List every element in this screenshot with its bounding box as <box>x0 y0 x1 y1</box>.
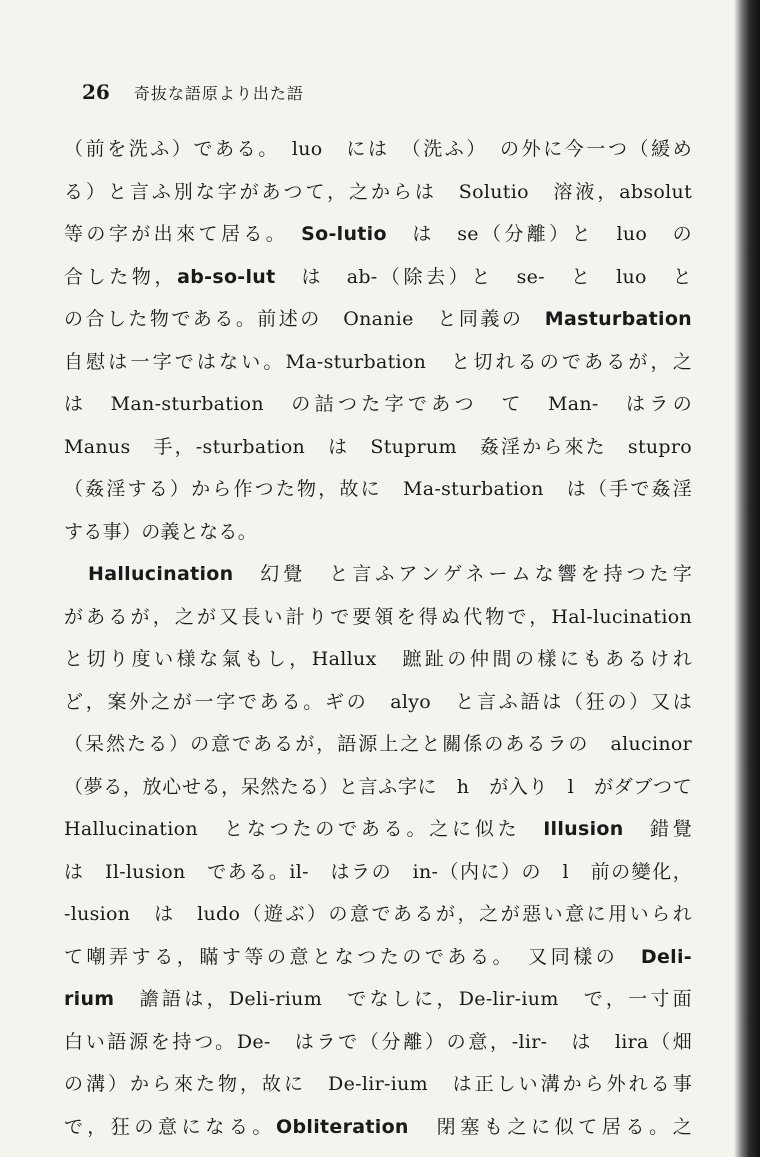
text-line <box>64 893 692 936</box>
text-line <box>64 723 692 766</box>
text-run: の合した物である。前述の Onanie と同義の <box>64 308 545 330</box>
text-run: は Man-sturbation の詰つた字であつ て Man- はラの <box>64 393 692 415</box>
text-line <box>64 936 692 979</box>
text-run: で，狂の意になる。 <box>64 1115 277 1138</box>
text-run: （呆然たる）の意であるが，語源上之と關係のあるラの alucinor <box>64 733 692 755</box>
text-line <box>64 468 692 511</box>
page-edge-shadow <box>734 0 760 1157</box>
page-header <box>82 80 304 110</box>
text-run: 白い語源を持つ。De- はラで（分離）の意，-lir- は lira（畑 <box>64 1030 692 1053</box>
text-line <box>64 851 692 894</box>
text-run: （前を洗ふ）である。 luo には （洗ふ） の外に今一つ（緩め <box>64 138 692 160</box>
page-number: 26 <box>82 80 110 104</box>
text-run: （姦淫する）から作つた物，故に Ma-sturbation は（手で姦淫 <box>64 478 692 500</box>
text-line <box>64 511 692 554</box>
text-run: があるが，之が又長い計りで要領を得ぬ代物で，Hal-lucination <box>64 605 692 628</box>
text-run: する事）の義となる。 <box>64 520 258 543</box>
text-line <box>64 638 692 681</box>
text-line <box>64 766 692 809</box>
text-run: の溝）から來た物，故に De-lir-ium は正しい溝から外れる事 <box>64 1073 692 1095</box>
running-title: 奇抜な語原より出た語 <box>133 84 304 103</box>
text-line <box>64 1021 692 1064</box>
bold-term: Deli- <box>640 945 692 968</box>
bold-term: Hallucination <box>88 563 234 585</box>
text-run: は se（分離）と luo の <box>386 223 692 245</box>
text-run: は Il-lusion である。il- はラの in-（内に）の l 前の變化， <box>64 860 692 883</box>
text-run: -lusion は ludo（遊ぶ）の意であるが，之が惡い意に用いられ <box>64 903 692 925</box>
text-line <box>64 171 692 214</box>
text-run: と切り度い様な氣もし，Hallux 蹠趾の仲間の樣にもあるけれ <box>64 648 692 670</box>
bold-term: ab-so-lut <box>177 265 276 288</box>
body-text <box>64 128 692 1148</box>
text-run: ど，案外之が一字である。ギの alyo と言ふ語は（狂の）又は <box>64 690 692 713</box>
text-line <box>64 298 692 341</box>
text-line <box>64 426 692 469</box>
bold-term: Masturbation <box>544 308 692 330</box>
text-run: る）と言ふ別な字があつて，之からは Solutio 溶液，absolut <box>64 180 692 203</box>
text-run: 錯覺 <box>623 818 692 840</box>
text-line <box>64 1106 692 1149</box>
bold-term: Obliteration <box>276 1115 409 1138</box>
text-line <box>64 128 692 171</box>
text-run: 閉塞も之に似て居る。之 <box>408 1115 692 1138</box>
text-run: （夢る，放心せる，呆然たる）と言ふ字に h が入り l がダブつて <box>64 775 692 798</box>
text-line <box>64 1063 692 1106</box>
text-run: Hallucination となつたのである。之に似た <box>64 818 544 840</box>
bold-term: rium <box>64 988 115 1010</box>
text-line <box>64 808 692 851</box>
text-run: て嘲弄する，瞞す等の意となつたのである。 又同樣の <box>64 945 641 968</box>
text-line <box>64 596 692 639</box>
text-run: 自慰は一字ではない。Ma-sturbation と切れるのであるが，之 <box>64 350 692 373</box>
text-line <box>64 213 692 256</box>
text-line <box>64 978 692 1021</box>
text-line <box>64 681 692 724</box>
bold-term: Illusion <box>543 818 624 840</box>
text-line <box>64 256 692 299</box>
text-line <box>64 383 692 426</box>
bold-term: So-lutio <box>301 223 387 245</box>
text-line <box>64 553 692 596</box>
text-run: 合した物， <box>64 265 178 288</box>
text-run: 等の字が出來て居る。 <box>64 223 302 245</box>
text-run: 譫語は，Deli-rium でなしに，De-lir-ium で，一寸面 <box>114 988 692 1010</box>
text-run: Manus 手，-sturbation は Stuprum 姦淫から來た stupro <box>64 435 692 458</box>
text-run: は ab-（除去）と se- と luo と <box>275 265 692 288</box>
text-line <box>64 341 692 384</box>
text-run: 幻覺 と言ふアンゲネームな響を持つた字 <box>233 563 692 585</box>
